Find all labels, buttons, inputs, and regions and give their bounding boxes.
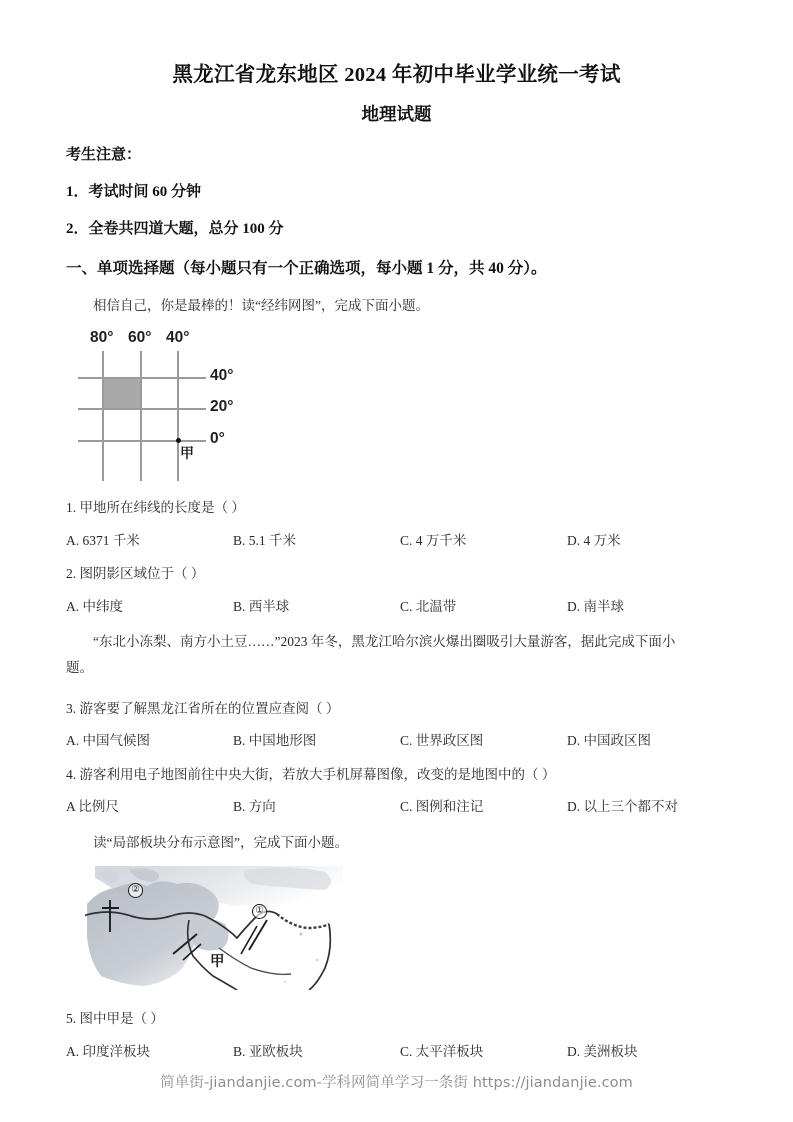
grid-hline-40	[78, 377, 206, 379]
figure-grid-container	[0, 329, 793, 481]
question-2-text: 2. 图阴影区域位于（ ）	[66, 566, 205, 582]
notice-heading: 考生注意：	[66, 147, 142, 164]
grid-shaded-region	[104, 379, 140, 408]
grid-label-right-0: 0°	[210, 430, 225, 448]
footer-watermark: 简单街-jiandanjie.com-学科网简单学习一条街 https://jiandanjie.com	[160, 1075, 633, 1091]
q1-option-c[interactable]: C. 4 万千米	[400, 532, 467, 548]
question-3-options	[0, 734, 793, 748]
page-title: 黑龙江省龙东地区 2024 年初中毕业学业统一考试	[172, 64, 621, 86]
passage-1: 相信自己，你是最棒的！读“经纬网图”，完成下面小题。	[93, 297, 429, 313]
passage-3: 读“局部板块分布示意图”，完成下面小题。	[93, 834, 348, 850]
map-marker-1: ①	[252, 904, 267, 919]
question-4-options	[0, 800, 793, 814]
grid-label-top-40: 40°	[166, 329, 190, 347]
passage-2-line-1: “东北小冻梨、南方小土豆……”2023 年冬，黑龙江哈尔滨火爆出圈吸引大量游客，据此完成下面小	[93, 634, 676, 650]
q1-option-a[interactable]: A. 6371 千米	[66, 532, 140, 548]
grid-label-right-40: 40°	[210, 367, 234, 385]
question-4-text: 4. 游客利用电子地图前往中央大街，若放大手机屏幕图像，改变的是地图中的（ ）	[66, 766, 556, 782]
q3-option-b[interactable]: B. 中国地形图	[233, 733, 317, 749]
q4-option-c[interactable]: C. 图例和注记	[400, 799, 484, 815]
q3-option-a[interactable]: A. 中国气候图	[66, 733, 150, 749]
section-heading-1: 一、单项选择题（每小题只有一个正确选项，每小题 1 分，共 40 分）。	[66, 260, 547, 278]
q3-option-c[interactable]: C. 世界政区图	[400, 733, 484, 749]
q3-option-d[interactable]: D. 中国政区图	[567, 733, 651, 749]
question-5-text: 5. 图中甲是（ ）	[66, 1011, 164, 1027]
q5-option-a[interactable]: A. 印度洋板块	[66, 1043, 150, 1059]
figure-plate-map	[85, 864, 343, 990]
q5-option-d[interactable]: D. 美洲板块	[567, 1043, 638, 1059]
q5-option-b[interactable]: B. 亚欧板块	[233, 1043, 303, 1059]
q1-option-d[interactable]: D. 4 万米	[567, 532, 621, 548]
grid-vline-80	[102, 351, 104, 481]
grid-hline-0	[78, 440, 206, 442]
grid-label-top-60: 60°	[128, 329, 152, 347]
question-1-text: 1. 甲地所在纬线的长度是（ ）	[66, 500, 245, 516]
question-2-options	[0, 600, 793, 614]
figure-map-container	[0, 864, 793, 992]
q5-option-c[interactable]: C. 太平洋板块	[400, 1043, 484, 1059]
grid-hline-20	[78, 408, 206, 410]
page-subtitle: 地理试题	[361, 103, 432, 124]
grid-label-right-20: 20°	[210, 398, 234, 416]
q2-option-a[interactable]: A. 中纬度	[66, 598, 123, 614]
notice-line-1: 1．考试时间 60 分钟	[66, 184, 202, 201]
figure-latlong-grid	[78, 329, 278, 481]
map-point-label: 甲	[210, 954, 225, 971]
q4-option-d[interactable]: D. 以上三个都不对	[567, 799, 678, 815]
notice-line-2: 2．全卷共四道大题，总分 100 分	[66, 221, 284, 238]
q2-option-d[interactable]: D. 南半球	[567, 598, 624, 614]
q2-option-b[interactable]: B. 西半球	[233, 598, 290, 614]
map-marker-2: ②	[128, 883, 143, 898]
q2-option-c[interactable]: C. 北温带	[400, 598, 457, 614]
q4-option-a[interactable]: A 比例尺	[66, 799, 119, 815]
grid-vline-60	[140, 351, 142, 481]
question-3-text: 3. 游客要了解黑龙江省所在的位置应查阅（ ）	[66, 700, 340, 716]
grid-vline-40	[177, 351, 179, 481]
grid-label-top-80: 80°	[90, 329, 114, 347]
q1-option-b[interactable]: B. 5.1 千米	[233, 532, 297, 548]
exam-notice	[0, 148, 793, 277]
passage-2-line-2: 题。	[66, 660, 93, 676]
q4-option-b[interactable]: B. 方向	[233, 799, 276, 815]
plate-map-svg	[85, 864, 343, 990]
question-5-options	[0, 1045, 793, 1059]
grid-point-label: 甲	[180, 447, 194, 463]
question-1-options	[0, 534, 793, 548]
